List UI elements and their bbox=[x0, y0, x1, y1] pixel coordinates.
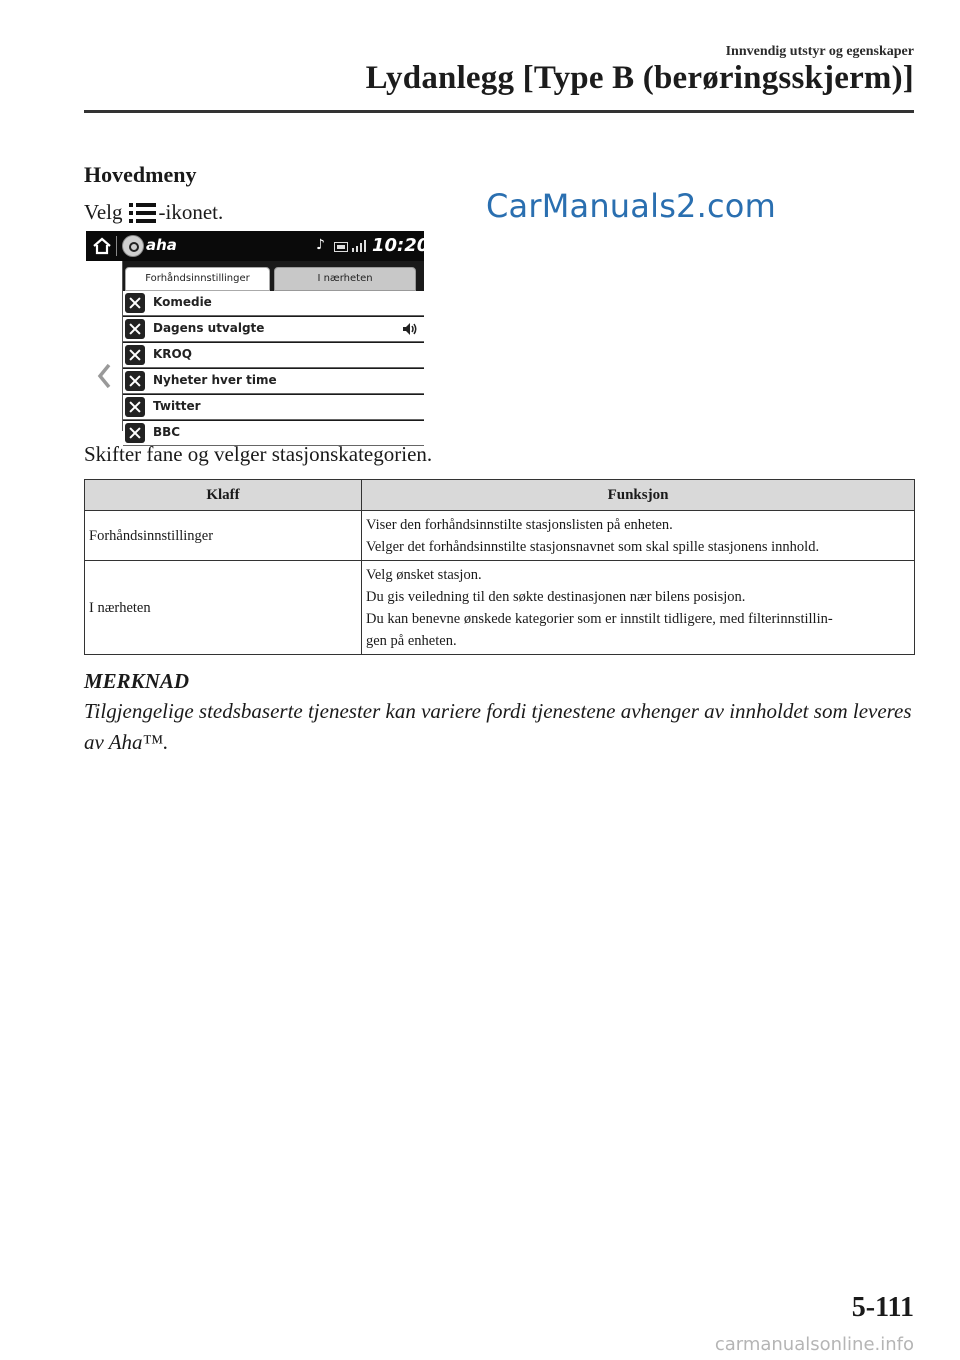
status-divider bbox=[116, 236, 117, 256]
home-icon[interactable] bbox=[92, 236, 112, 256]
list-item-label: KROQ bbox=[153, 347, 192, 361]
tab-forhandsinnstillinger[interactable]: Forhåndsinnstillinger bbox=[125, 267, 270, 291]
battery-icon bbox=[334, 242, 348, 252]
list-item-label: Twitter bbox=[153, 399, 201, 413]
speaker-icon bbox=[402, 322, 418, 336]
instruction-suffix: -ikonet. bbox=[158, 200, 224, 224]
function-line: gen på enheten. bbox=[366, 632, 457, 649]
list-item-label: BBC bbox=[153, 425, 181, 439]
signal-icon bbox=[352, 240, 366, 252]
category-icon bbox=[125, 423, 145, 443]
table-cell-key: I nærheten bbox=[85, 561, 362, 655]
category-icon bbox=[125, 397, 145, 417]
page-number: 5-111 bbox=[851, 1292, 914, 1323]
app-name: aha bbox=[146, 236, 177, 254]
note-text: Tilgjengelige stedsbaserte tjenester kan variere fordi tjenestene avhenger av innholdet som leveres av Aha™. bbox=[84, 699, 912, 754]
note-title: MERKNAD bbox=[84, 669, 190, 693]
function-line: Velger det forhåndsinnstilte stasjonsnavnet som skal spille stasjonens innhold. bbox=[366, 538, 820, 555]
list-item[interactable] bbox=[123, 317, 424, 342]
page-title: Lydanlegg [Type B (berøringsskjerm)] bbox=[365, 60, 914, 96]
list-item[interactable] bbox=[123, 343, 424, 368]
chapter-title: Innvendig utstyr og egenskaper bbox=[725, 44, 914, 59]
aha-app-icon bbox=[122, 235, 144, 257]
table-cell-key: Forhåndsinnstillinger bbox=[85, 511, 362, 561]
function-line: Du gis veiledning til den søkte destinasjonen nær bilens posisjon. bbox=[366, 588, 746, 605]
category-icon bbox=[125, 345, 145, 365]
list-item[interactable] bbox=[123, 291, 424, 316]
back-arrow-icon[interactable] bbox=[94, 361, 116, 391]
clock: 10:20 bbox=[372, 235, 430, 256]
list-item-label: Komedie bbox=[153, 295, 212, 309]
status-bar bbox=[86, 231, 430, 261]
list-icon bbox=[129, 203, 157, 223]
back-panel[interactable] bbox=[86, 261, 123, 431]
table-header-klaff: Klaff bbox=[85, 480, 362, 511]
list-item-label: Nyheter hver time bbox=[153, 373, 277, 387]
instruction-prefix: Velg bbox=[84, 200, 123, 224]
table-cell-function bbox=[362, 561, 915, 655]
list-item[interactable] bbox=[123, 395, 424, 420]
category-icon bbox=[125, 319, 145, 339]
category-icon bbox=[125, 371, 145, 391]
list-item-label: Dagens utvalgte bbox=[153, 321, 265, 335]
header-divider bbox=[84, 110, 914, 113]
tab-i-naerheten[interactable]: I nærheten bbox=[274, 267, 416, 291]
infotainment-screen bbox=[86, 231, 430, 439]
instruction-text bbox=[84, 200, 223, 225]
table-cell-function bbox=[362, 511, 915, 561]
function-table bbox=[84, 479, 915, 655]
watermark: CarManuals2.com bbox=[486, 187, 776, 225]
table-row bbox=[85, 561, 915, 655]
station-panel bbox=[123, 261, 424, 439]
function-line: Viser den forhåndsinnstilte stasjonslisten på enheten. bbox=[366, 516, 673, 533]
function-line: Velg ønsket stasjon. bbox=[366, 566, 482, 583]
footer-watermark: carmanualsonline.info bbox=[714, 1334, 914, 1355]
table-header-funksjon: Funksjon bbox=[362, 480, 915, 511]
category-icon bbox=[125, 293, 145, 313]
music-note-icon: ♪ bbox=[316, 237, 325, 253]
section-title: Hovedmeny bbox=[84, 162, 197, 187]
list-item[interactable] bbox=[123, 369, 424, 394]
table-row bbox=[85, 511, 915, 561]
function-line: Du kan benevne ønskede kategorier som er innstilt tidligere, med filterinnstillin- bbox=[366, 610, 833, 627]
screen-caption: Skifter fane og velger stasjonskategorien. bbox=[84, 442, 433, 466]
